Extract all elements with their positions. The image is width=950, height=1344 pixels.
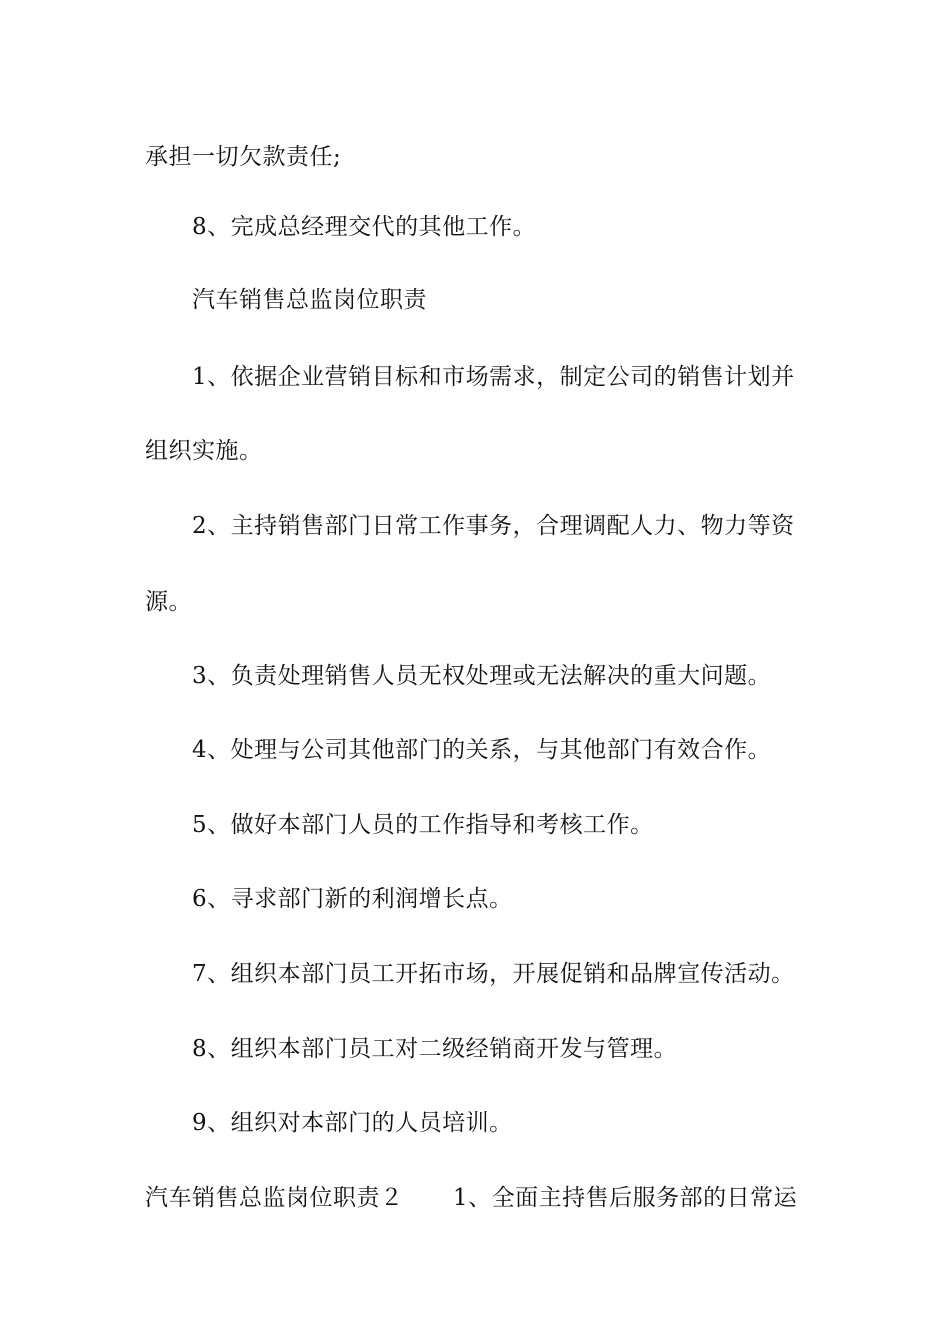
paragraph-line: 6、寻求部门新的利润增长点。 [192,886,513,912]
paragraph-line: 9、组织对本部门的人员培训。 [192,1110,513,1136]
paragraph-line: 4、处理与公司其他部门的关系，与其他部门有效合作。 [192,737,772,763]
section-heading: 汽车销售总监岗位职责 [192,287,427,313]
final-line [145,1183,865,1213]
paragraph-line: 2、主持销售部门日常工作事务，合理调配人力、物力等资 [192,513,795,539]
paragraph-line: 1、依据企业营销目标和市场需求，制定公司的销售计划并 [192,364,795,390]
paragraph-line: 组织实施。 [145,438,263,464]
paragraph-line: 源。 [145,589,192,615]
paragraph-line: 5、做好本部门人员的工作指导和考核工作。 [192,812,654,838]
paragraph-line: 承担一切欠款责任; [145,144,342,170]
paragraph-line: 8、完成总经理交代的其他工作。 [192,214,537,240]
paragraph-line: 8、组织本部门员工对二级经销商开发与管理。 [192,1036,678,1062]
section-heading: 汽车销售总监岗位职责２ [145,1185,404,1211]
paragraph-line: 7、组织本部门员工开拓市场，开展促销和品牌宣传活动。 [192,961,795,987]
paragraph-line: 3、负责处理销售人员无权处理或无法解决的重大问题。 [192,663,772,689]
paragraph-line: 1、全面主持售后服务部的日常运 [453,1185,798,1211]
